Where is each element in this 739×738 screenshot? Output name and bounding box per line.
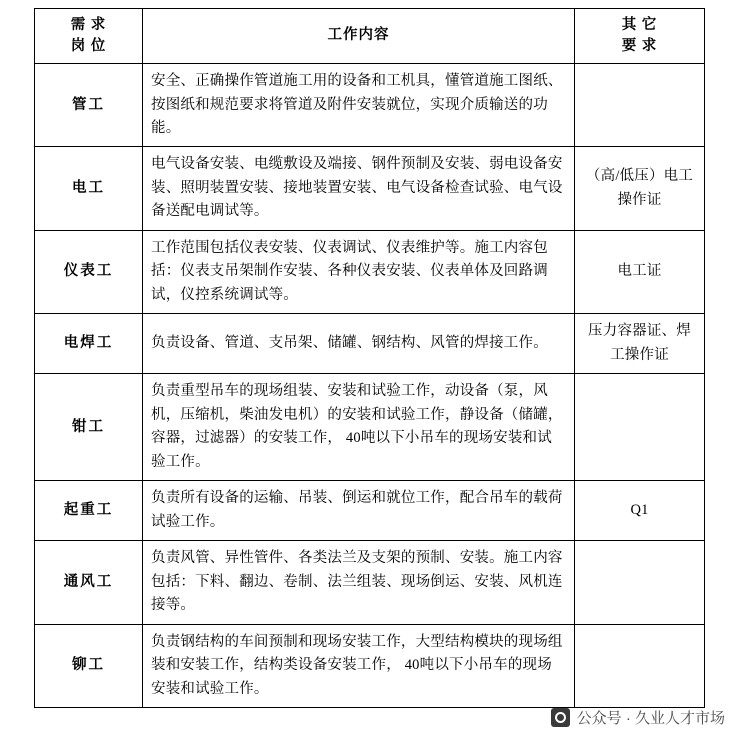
- table-header-row: [35, 9, 705, 64]
- header-content: 工作内容: [143, 9, 575, 64]
- header-other: [575, 9, 705, 64]
- row-content: 电气设备安装、电缆敷设及端接、钢件预制及安装、弱电设备安装、照明装置安装、接地装置安装、电气设备检查试验、电气设备送配电调试等。: [143, 147, 575, 230]
- header-post: [35, 9, 143, 64]
- row-content: 负责重型吊车的现场组装、安装和试验工作，动设备（泵，风机，压缩机，柴油发电机）的安装和试验工作，静设备（储罐，容器，过滤器）的安装工作， 40吨以下小吊车的现场安装和试验工作。: [143, 374, 575, 481]
- row-other: Q1: [575, 481, 705, 541]
- wechat-logo-icon: [551, 708, 570, 727]
- watermark-text: 公众号 · 久业人才市场: [576, 710, 725, 727]
- row-content: 负责风管、异性管件、各类法兰及支架的预制、安装。施工内容包括：下料、翻边、卷制、法兰组装、现场倒运、安装、风机连接等。: [143, 541, 575, 624]
- row-content: 负责所有设备的运输、吊装、倒运和就位工作，配合吊车的载荷试验工作。: [143, 481, 575, 541]
- header-post-line2: 岗 位: [70, 38, 107, 55]
- row-post: 管工: [35, 64, 143, 147]
- row-post: 电工: [35, 147, 143, 230]
- table-row: [35, 624, 705, 707]
- row-other: [575, 64, 705, 147]
- row-content: 安全、正确操作管道施工用的设备和工机具，懂管道施工图纸、按图纸和规范要求将管道及附件安装就位，实现介质输送的功能。: [143, 64, 575, 147]
- row-other: （高/低压）电工操作证: [575, 147, 705, 230]
- table-header: [35, 9, 705, 64]
- job-requirements-table: [34, 8, 705, 708]
- table-row: [35, 314, 705, 374]
- table-row: [35, 64, 705, 147]
- row-post: 铆工: [35, 624, 143, 707]
- row-post: 起重工: [35, 481, 143, 541]
- table-row: [35, 374, 705, 481]
- row-post: 电焊工: [35, 314, 143, 374]
- row-other: [575, 624, 705, 707]
- header-other-line2: 要 求: [621, 38, 658, 55]
- header-other-line1: 其 它: [621, 17, 658, 33]
- row-other: [575, 541, 705, 624]
- row-content: 负责设备、管道、支吊架、储罐、钢结构、风管的焊接工作。: [143, 314, 575, 374]
- table-row: [35, 541, 705, 624]
- row-content: 负责钢结构的车间预制和现场安装工作，大型结构模块的现场组装和安装工作，结构类设备安装工作， 40吨以下小吊车的现场安装和试验工作。: [143, 624, 575, 707]
- row-other: 压力容器证、焊工操作证: [575, 314, 705, 374]
- row-other: [575, 374, 705, 481]
- row-post: 仪表工: [35, 230, 143, 313]
- watermark: [551, 707, 725, 728]
- table-row: [35, 481, 705, 541]
- header-post-line1: 需 求: [70, 17, 107, 33]
- row-other: 电工证: [575, 230, 705, 313]
- row-post: 通风工: [35, 541, 143, 624]
- row-post: 钳工: [35, 374, 143, 481]
- table-body: [35, 64, 705, 708]
- table-row: [35, 230, 705, 313]
- table-row: [35, 147, 705, 230]
- row-content: 工作范围包括仪表安装、仪表调试、仪表维护等。施工内容包括：仪表支吊架制作安装、各种仪表安装、仪表单体及回路调试，仪控系统调试等。: [143, 230, 575, 313]
